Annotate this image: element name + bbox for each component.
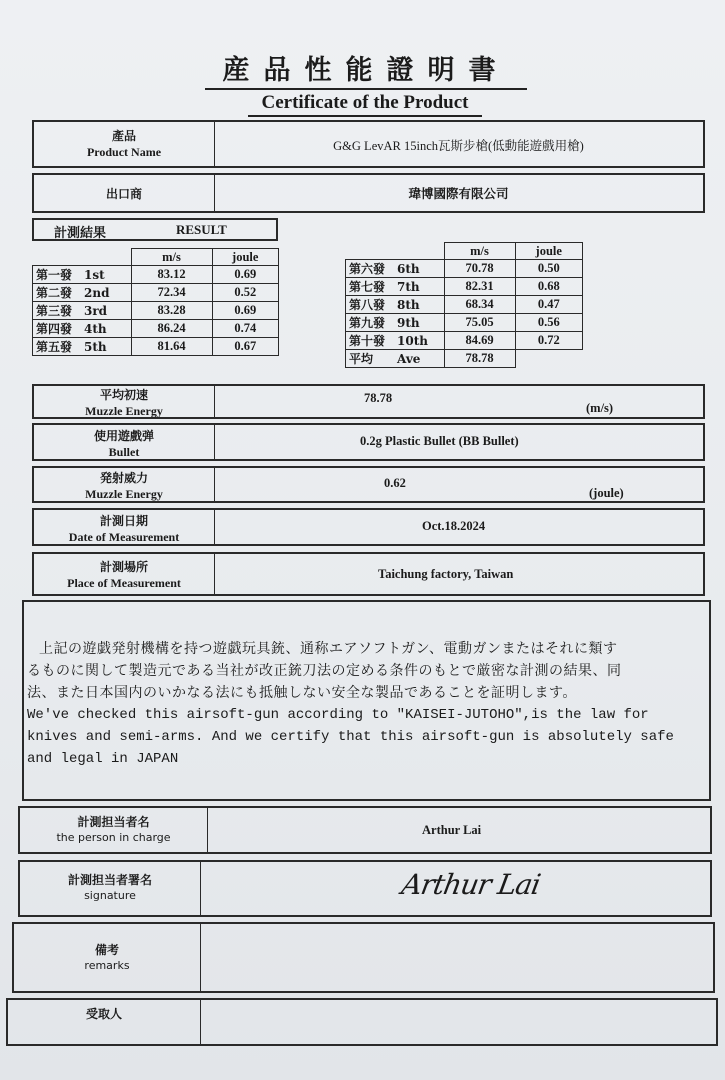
product-name-value: G&G LevAR 15inch瓦斯步槍(低動能遊戲用槍) [333, 139, 584, 153]
exporter-value: 瑋博國際有限公司 [408, 187, 509, 201]
muzzle-energy-label-en: Muzzle Energy [85, 487, 163, 501]
place-value: Taichung factory, Taiwan [378, 567, 514, 581]
table-row [346, 332, 583, 350]
result-label-box [32, 218, 278, 241]
shot-speed: 82.31 [444, 278, 515, 296]
bullet-label-en: Bullet [108, 445, 140, 459]
place-label-en: Place of Measurement [67, 576, 181, 590]
result-label-zh: 計測結果 [54, 225, 107, 240]
person-label-en: the person in charge [56, 831, 171, 844]
average-label: 平均 Ave [346, 350, 445, 368]
shot-energy: 0.68 [515, 278, 583, 296]
place-row [32, 552, 705, 596]
receiver-label: 受取人 [85, 1007, 122, 1021]
shot-speed: 86.24 [131, 320, 212, 338]
shot-label: 第六發 6th [346, 260, 445, 278]
muzzle-energy-label-zh: 発射威力 [99, 471, 148, 485]
bullet-value: 0.2g Plastic Bullet (BB Bullet) [360, 434, 519, 448]
muzzle-velocity-row [32, 384, 705, 419]
results-table-left [32, 248, 279, 356]
muzzle-energy-value: 0.62 [384, 476, 406, 490]
shot-label: 第九發 9th [346, 314, 445, 332]
person-label-zh: 計測担当者名 [77, 815, 150, 829]
receiver-row [6, 998, 718, 1046]
shot-energy: 0.56 [515, 314, 583, 332]
shot-speed: 72.34 [131, 284, 212, 302]
date-value: Oct.18.2024 [422, 519, 486, 533]
exporter-row [32, 173, 705, 213]
header-speed: m/s [444, 243, 515, 260]
signature-handwriting: Arthur Lai [399, 868, 543, 901]
shot-energy: 0.74 [212, 320, 279, 338]
table-row [346, 260, 583, 278]
shot-speed: 81.64 [131, 338, 212, 356]
bullet-row [32, 423, 705, 461]
product-label-zh: 產品 [111, 129, 136, 143]
date-row [32, 508, 705, 546]
product-name-row [32, 120, 705, 168]
date-label-zh: 計測日期 [99, 514, 148, 528]
bullet-label-zh: 使用遊戲弹 [93, 429, 154, 443]
shot-speed: 84.69 [444, 332, 515, 350]
date-label-en: Date of Measurement [68, 530, 180, 544]
table-row [33, 284, 279, 302]
shot-speed: 83.28 [131, 302, 212, 320]
muzzle-velocity-value: 78.78 [364, 391, 393, 405]
shot-energy: 0.50 [515, 260, 583, 278]
place-label-zh: 計測場所 [99, 560, 148, 574]
shot-energy: 0.47 [515, 296, 583, 314]
statement-en-line: and legal in JAPAN [27, 751, 179, 767]
shot-label: 第二發 2nd [33, 284, 132, 302]
signature-label-zh: 計測担当者署名 [67, 873, 152, 887]
shot-energy: 0.69 [212, 266, 279, 284]
statement-en-line: knives and semi-arms. And we certify that this airsoft-gun is absolutely safe [27, 729, 674, 745]
table-row [346, 296, 583, 314]
exporter-label: 出口商 [105, 187, 142, 201]
muzzle-velocity-label-zh: 平均初速 [99, 388, 148, 402]
title-chinese: 産品性能證明書 [205, 52, 527, 90]
statement-text [27, 638, 706, 770]
shot-label: 第十發 10th [346, 332, 445, 350]
remarks-row [12, 922, 715, 993]
statement-box [22, 600, 711, 801]
shot-energy: 0.67 [212, 338, 279, 356]
table-row [346, 314, 583, 332]
shot-speed: 75.05 [444, 314, 515, 332]
results-table-right [345, 242, 583, 368]
shot-speed: 70.78 [444, 260, 515, 278]
shot-energy: 0.52 [212, 284, 279, 302]
shot-label: 第一發 1st [33, 266, 132, 284]
statement-jp-line: るものに関して製造元である当社が改正銃刀法の定める条件のもとで厳密な計測の結果、同 [27, 663, 622, 679]
table-row [33, 266, 279, 284]
remarks-label-en: remarks [84, 959, 130, 972]
muzzle-energy-row [32, 466, 705, 503]
statement-jp-line: 法、また日本国内のいかなる法にも抵触しない安全な製品であることを証明します。 [27, 685, 577, 701]
average-speed: 78.78 [444, 350, 515, 368]
shot-label: 第八發 8th [346, 296, 445, 314]
shot-energy: 0.69 [212, 302, 279, 320]
header-speed: m/s [131, 249, 212, 266]
muzzle-velocity-unit: (m/s) [586, 401, 614, 415]
statement-en-line: We've checked this airsoft-gun according to "KAISEI-JUTOHO",is the law for [27, 707, 649, 723]
result-label-en: RESULT [176, 222, 227, 237]
shot-label: 第四發 4th [33, 320, 132, 338]
statement-jp-line: 上記の遊戯発射機構を持つ遊戯玩具銃、通称エアソフトガン、電動ガンまたはそれに類す [39, 641, 618, 657]
shot-energy: 0.72 [515, 332, 583, 350]
shot-label: 第五發 5th [33, 338, 132, 356]
person-in-charge-row [18, 806, 712, 854]
header-energy: joule [515, 243, 583, 260]
header-energy: joule [212, 249, 279, 266]
table-row [33, 338, 279, 356]
shot-speed: 83.12 [131, 266, 212, 284]
shot-label: 第三發 3rd [33, 302, 132, 320]
shot-label: 第七發 7th [346, 278, 445, 296]
signature-row [18, 860, 712, 917]
remarks-label-zh: 備考 [94, 943, 119, 957]
muzzle-energy-unit: (joule) [589, 486, 624, 500]
table-row [346, 278, 583, 296]
average-row [346, 350, 583, 368]
title-english: Certificate of the Product [248, 91, 482, 117]
product-label-en: Product Name [86, 145, 162, 159]
muzzle-velocity-label-en: Muzzle Energy [85, 404, 163, 418]
table-row [33, 320, 279, 338]
person-value: Arthur Lai [422, 823, 482, 837]
signature-label-en: signature [84, 889, 136, 902]
shot-speed: 68.34 [444, 296, 515, 314]
table-row [33, 302, 279, 320]
